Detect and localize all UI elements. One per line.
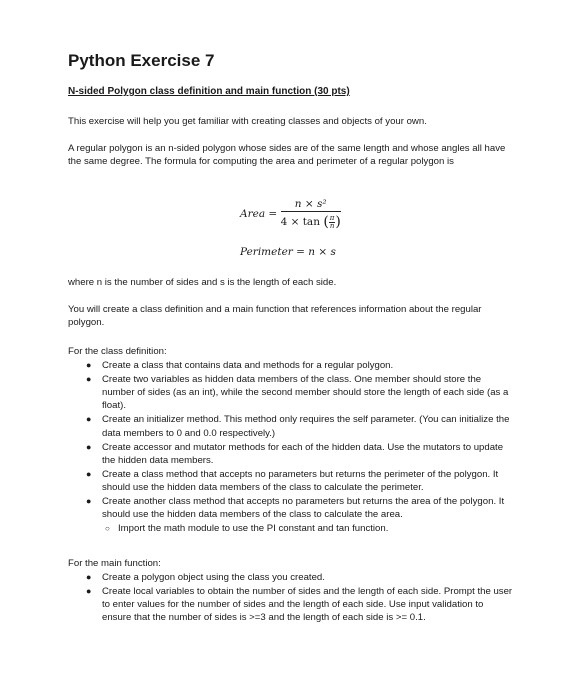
- list-item: [84, 413, 514, 440]
- circle-bullet-icon: ○: [105, 524, 110, 534]
- list-item-text: Create accessor and mutator methods for each of the hidden data. Use the mutators to update the hidden data members.: [102, 441, 504, 466]
- list-item: [84, 441, 514, 468]
- sub-list-item: [84, 522, 514, 535]
- bullet-icon: ●: [86, 495, 92, 506]
- main-function-list: [84, 571, 514, 625]
- list-item: [84, 359, 514, 372]
- area-numerator: n × s²: [281, 198, 341, 212]
- where-paragraph: where n is the number of sides and s is the length of each side.: [68, 277, 337, 288]
- pi-symbol: π: [329, 213, 335, 222]
- list-item-text: Create another class method that accepts no parameters but returns the area of the polygon. It should use the hidden data members of the class to calculate the area.: [102, 495, 505, 521]
- list-item-text: Create local variables to obtain the number of sides and the length of each side. Prompt the user to enter values for the number of sides and the length of each side. Use input validation to ensure that the number of sides is >=3 and the length of each side is >= 0.1.: [102, 585, 513, 624]
- polygon-description: A regular polygon is an n-sided polygon whose sides are of the same length and whose angles all have the same degree. The formula for computing the area and perimeter of a regular polygon is: [68, 143, 506, 168]
- list-item-text: Create two variables as hidden data members of the class. One member should store the number of sides (as an int), while the second member should store the length of each side (as a float).: [102, 373, 509, 412]
- list-item: [84, 585, 514, 625]
- intro-paragraph: This exercise will help you get familiar with creating classes and objects of your own.: [68, 116, 427, 127]
- main-function-heading: For the main function:: [68, 558, 161, 569]
- class-definition-list: [84, 359, 514, 536]
- list-item-text: Create a class that contains data and methods for a regular polygon.: [102, 360, 394, 371]
- create-paragraph: You will create a class definition and a main function that references information about the regular polygon.: [68, 304, 482, 329]
- area-lhs: Area =: [240, 208, 278, 220]
- document-title: Python Exercise 7: [68, 51, 215, 70]
- list-item-text: Create a polygon object using the class you created.: [102, 572, 325, 583]
- class-definition-heading: For the class definition:: [68, 346, 167, 357]
- bullet-icon: ●: [86, 585, 92, 596]
- bullet-icon: ●: [86, 572, 92, 582]
- bullet-icon: ●: [86, 414, 92, 425]
- list-item: [84, 571, 514, 584]
- sub-list-item-text: Import the math module to use the PI constant and tan function.: [118, 523, 389, 535]
- area-fraction: [281, 198, 341, 230]
- bullet-icon: ●: [86, 441, 92, 452]
- list-item: [84, 468, 514, 495]
- area-formula: [240, 198, 341, 230]
- list-item: [84, 495, 514, 522]
- bullet-icon: ●: [86, 360, 92, 370]
- n-symbol: n: [329, 221, 335, 230]
- area-den-prefix: 4 × tan: [280, 216, 320, 228]
- list-item: [84, 373, 514, 413]
- bullet-icon: ●: [86, 468, 92, 479]
- exercise-subtitle: N-sided Polygon class definition and main function (30 pts): [68, 86, 350, 97]
- list-item-text: Create a class method that accepts no parameters but returns the perimeter of the polygon. It should use the hidden data members of the class to calculate the perimeter.: [102, 468, 499, 494]
- bullet-icon: ●: [86, 373, 92, 384]
- area-denominator: 4 × tan ( $\frac{\pi}{n}$ ): [280, 213, 341, 230]
- list-item-text: Create an initializer method. This method only requires the self parameter. (You can initialize the data members to 0 and 0.0 respectively.): [102, 414, 510, 439]
- perimeter-formula: Perimeter = n × s: [240, 246, 336, 258]
